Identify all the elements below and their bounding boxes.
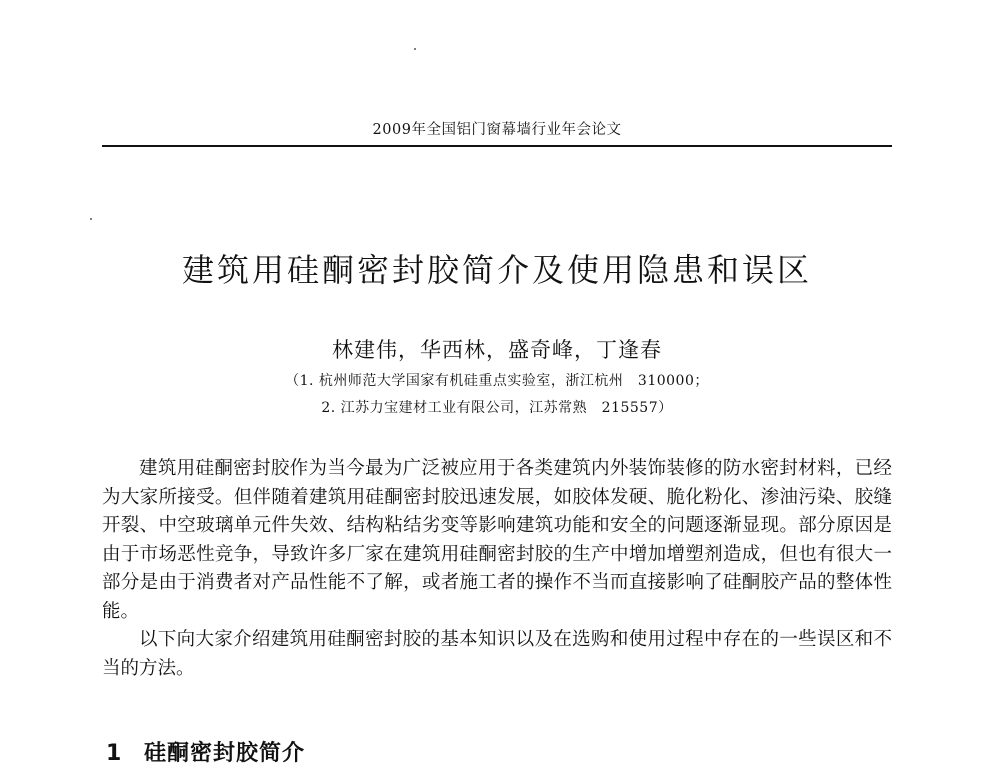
section-title: 硅酮密封胶简介	[144, 741, 306, 766]
running-header: 2009年全国铝门窗幕墙行业年会论文	[372, 122, 622, 138]
body-text	[102, 455, 892, 683]
section-number: 1	[106, 741, 123, 766]
author-list: 林建伟，华西林，盛奇峰，丁逢春	[332, 338, 662, 362]
affiliation-2: 2. 江苏力宝建材工业有限公司，江苏常熟 215557）	[321, 400, 673, 416]
paragraph-1: 建筑用硅酮密封胶作为当今最为广泛被应用于各类建筑内外装饰装修的防水密封材料，已经为大家所接受。但伴随着建筑用硅酮密封胶迅速发展，如胶体发硬、脆化粉化、渗油污染、胶缝开裂、中空玻璃单元件失效、结构粘结劣变等影响建筑功能和安全的问题逐渐显现。部分原因是由于市场恶性竞争，导致许多厂家在建筑用硅酮密封胶的生产中增加增塑剂造成，但也有很大一部分是由于消费者对产品性能不了解，或者施工者的操作不当而直接影响了硅酮胶产品的整体性能。	[102, 458, 892, 622]
scan-speck	[414, 48, 416, 50]
affiliation-1: （1. 杭州师范大学国家有机硅重点实验室，浙江杭州 310000；	[285, 373, 709, 389]
section-heading	[106, 736, 305, 767]
paragraph-2: 以下向大家介绍建筑用硅酮密封胶的基本知识以及在选购和使用过程中存在的一些误区和不当的方法。	[102, 629, 892, 679]
header-rule	[102, 145, 892, 147]
scan-speck	[90, 218, 92, 220]
paper-title: 建筑用硅酮密封胶简介及使用隐患和误区	[181, 251, 812, 289]
